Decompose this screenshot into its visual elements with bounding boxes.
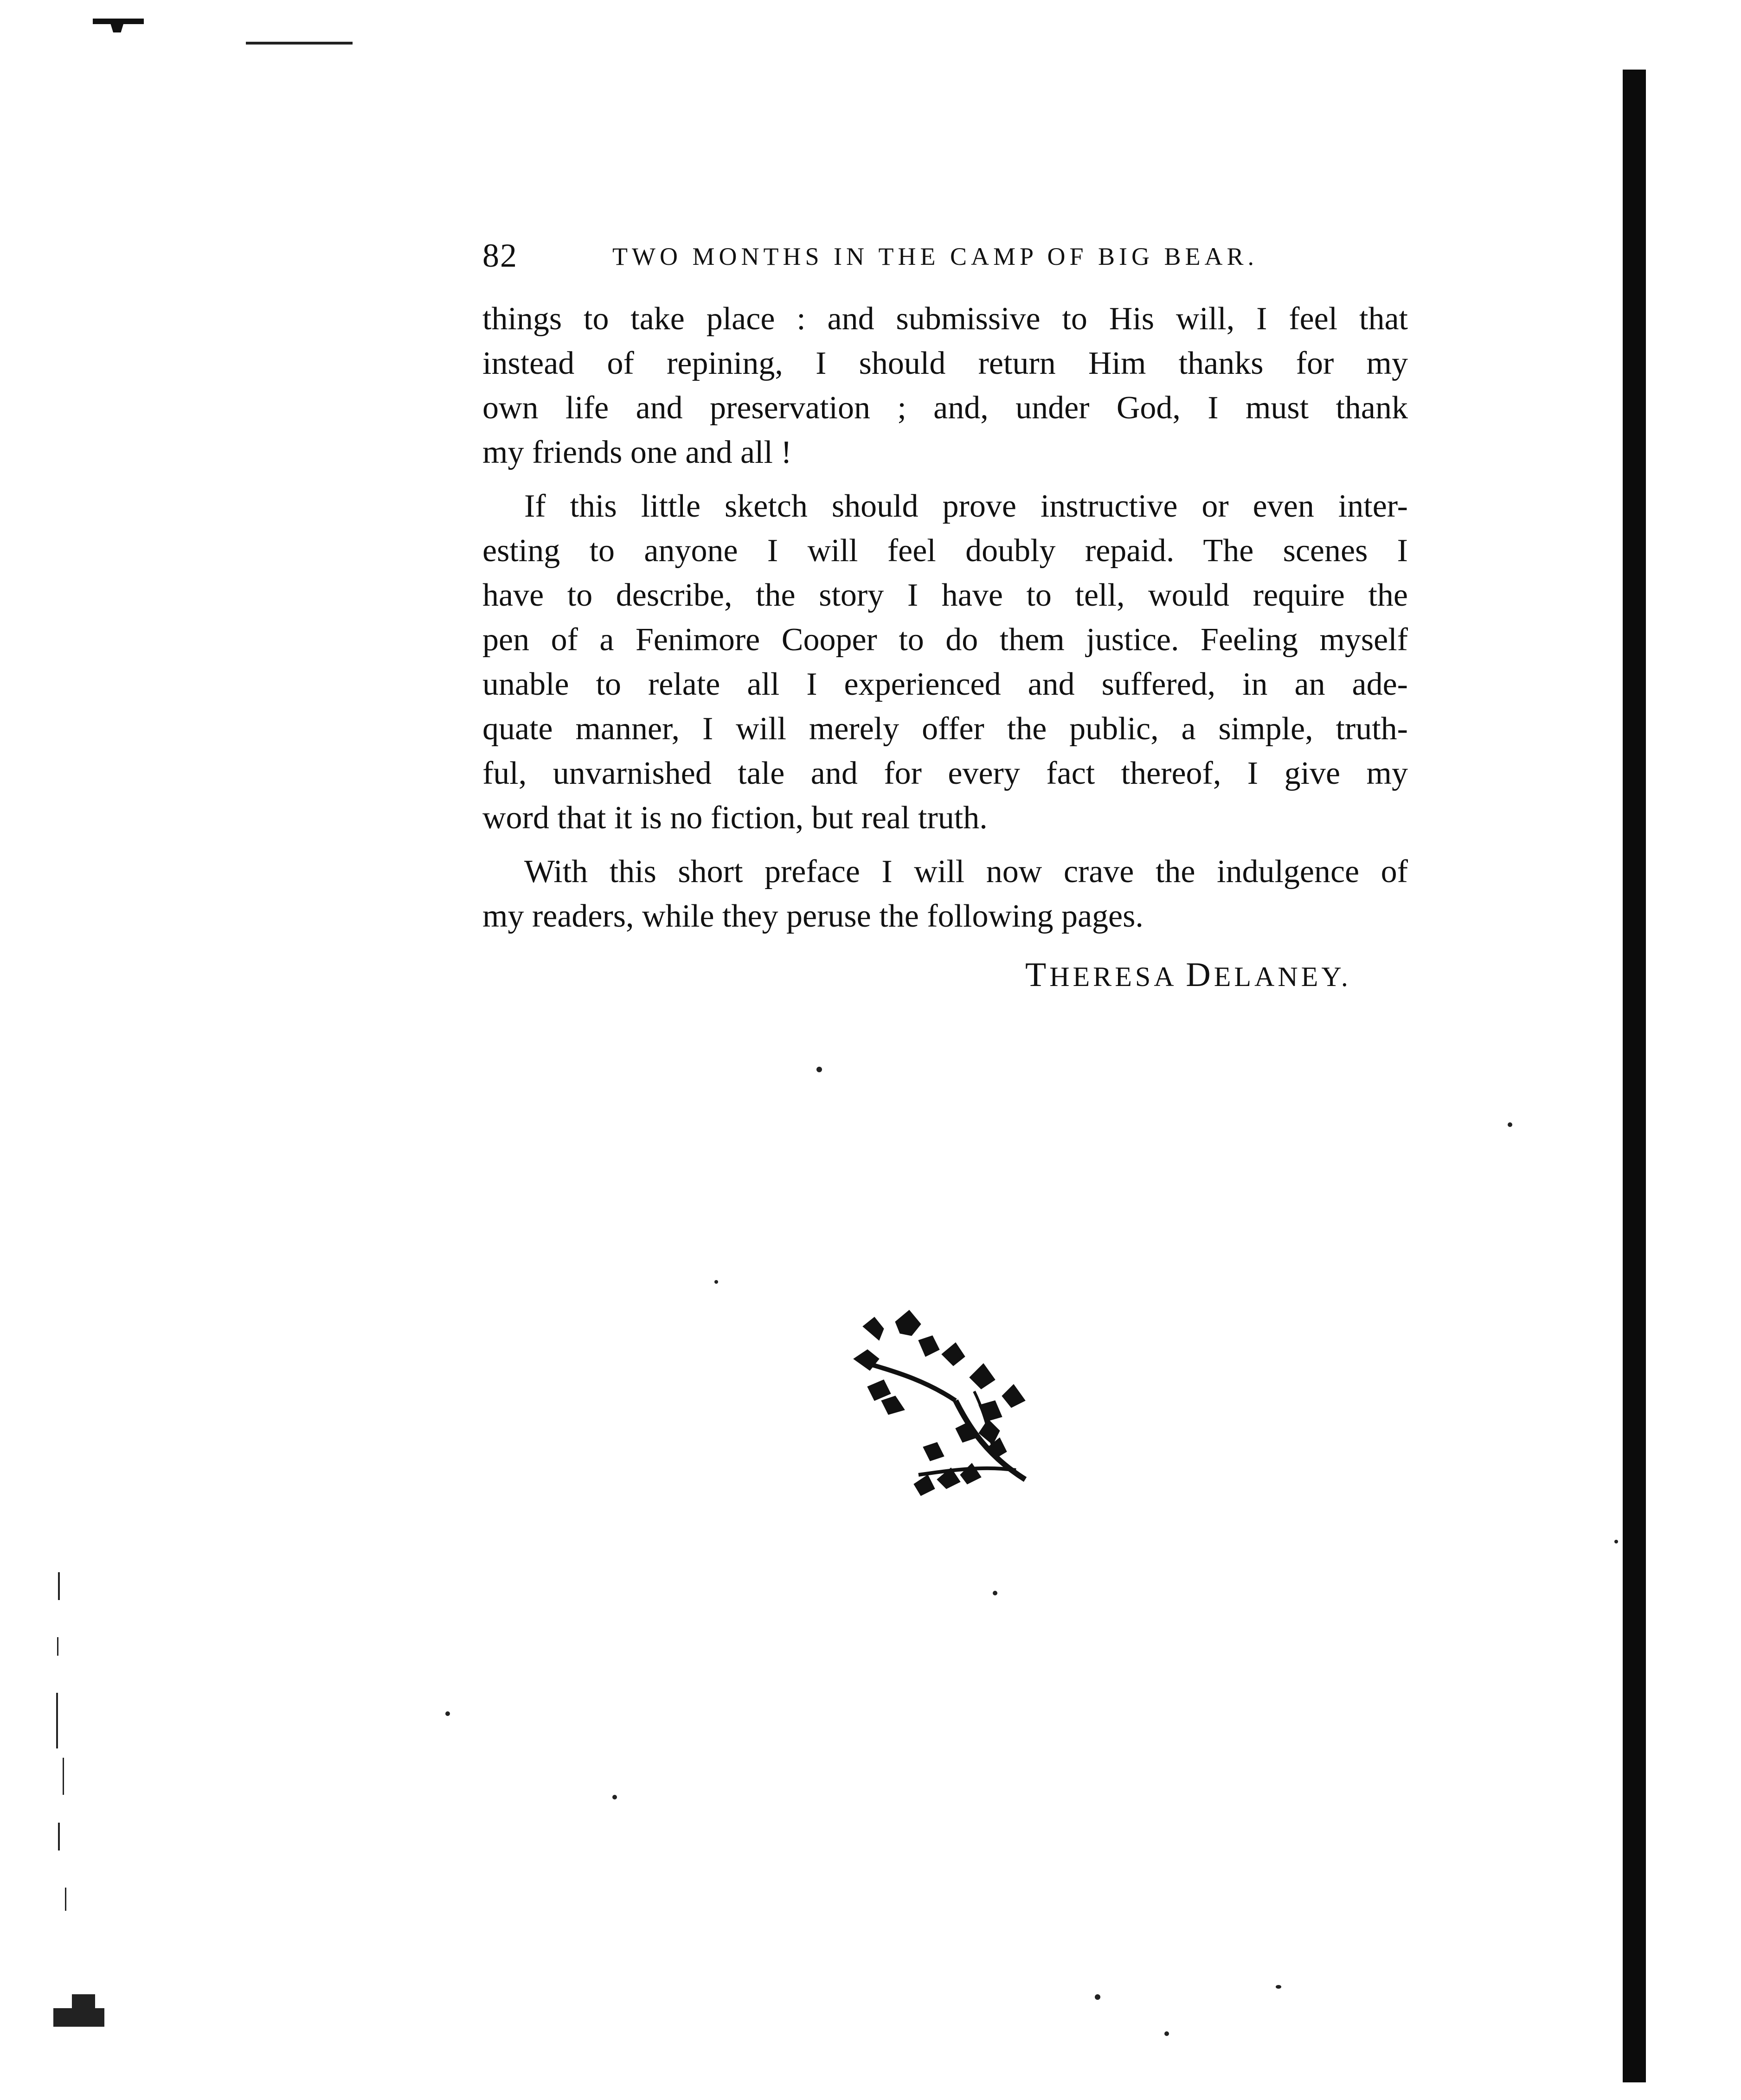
binding-edge-shadow: [1623, 70, 1646, 2082]
paragraph-1: [482, 297, 1408, 475]
scan-speck: [714, 1280, 718, 1284]
text-line: unable to relate all I experienced and suffered, in an ade-: [482, 666, 1408, 702]
text-line: ful, unvarnished tale and for every fact thereof, I give my: [482, 755, 1408, 791]
text-line: things to take place : and submissive to His will, I feel that: [482, 301, 1408, 337]
scan-speck: [993, 1591, 997, 1595]
text-line: If this little sketch should prove instructive or even inter-: [524, 488, 1408, 524]
signature-last-initial: D: [1186, 956, 1214, 994]
text-line: pen of a Fenimore Cooper to do them justice. Feeling myself: [482, 622, 1408, 658]
scan-speck: [1164, 2031, 1169, 2036]
text-line: With this short preface I will now crave the indulgence of: [524, 854, 1408, 890]
text-line: own life and preservation ; and, under God, I must thank: [482, 390, 1408, 426]
scan-speck: [1095, 1994, 1100, 2000]
text-line: my friends one and all !: [482, 435, 792, 470]
leafy-branch-ornament-icon: [849, 1308, 1044, 1503]
page-number: 82: [482, 237, 518, 274]
scan-speck: [1276, 1985, 1281, 1989]
author-signature: [1025, 955, 1351, 995]
signature-first-rest: HERESA: [1049, 961, 1176, 992]
scan-speck: [1614, 1540, 1618, 1543]
scan-speck: [816, 1067, 822, 1072]
text-line: quate manner, I will merely offer the public, a simple, truth-: [482, 711, 1408, 747]
signature-last-rest: ELANEY.: [1214, 961, 1351, 992]
scan-speck: [1508, 1122, 1512, 1127]
paragraph-3: [482, 850, 1408, 939]
body-text: [482, 297, 1408, 939]
paragraph-2: [482, 484, 1408, 840]
corner-smudge-mark: [93, 19, 144, 32]
page-header: [482, 237, 1341, 278]
text-line: esting to anyone I will feel doubly repaid. The scenes I: [482, 533, 1408, 569]
text-line: my readers, while they peruse the following pages.: [482, 898, 1144, 934]
scan-speck: [445, 1711, 450, 1716]
left-margin-scan-marks: [44, 1563, 118, 2045]
text-line: instead of repining, I should return Him thanks for my: [482, 346, 1408, 381]
top-margin-rule: [246, 42, 353, 45]
running-head: TWO MONTHS IN THE CAMP OF BIG BEAR.: [612, 243, 1259, 270]
text-line: word that it is no fiction, but real truth.: [482, 800, 988, 836]
text-line: have to describe, the story I have to tell, would require the: [482, 577, 1408, 613]
scan-speck: [612, 1795, 617, 1799]
signature-first-initial: T: [1025, 956, 1050, 994]
